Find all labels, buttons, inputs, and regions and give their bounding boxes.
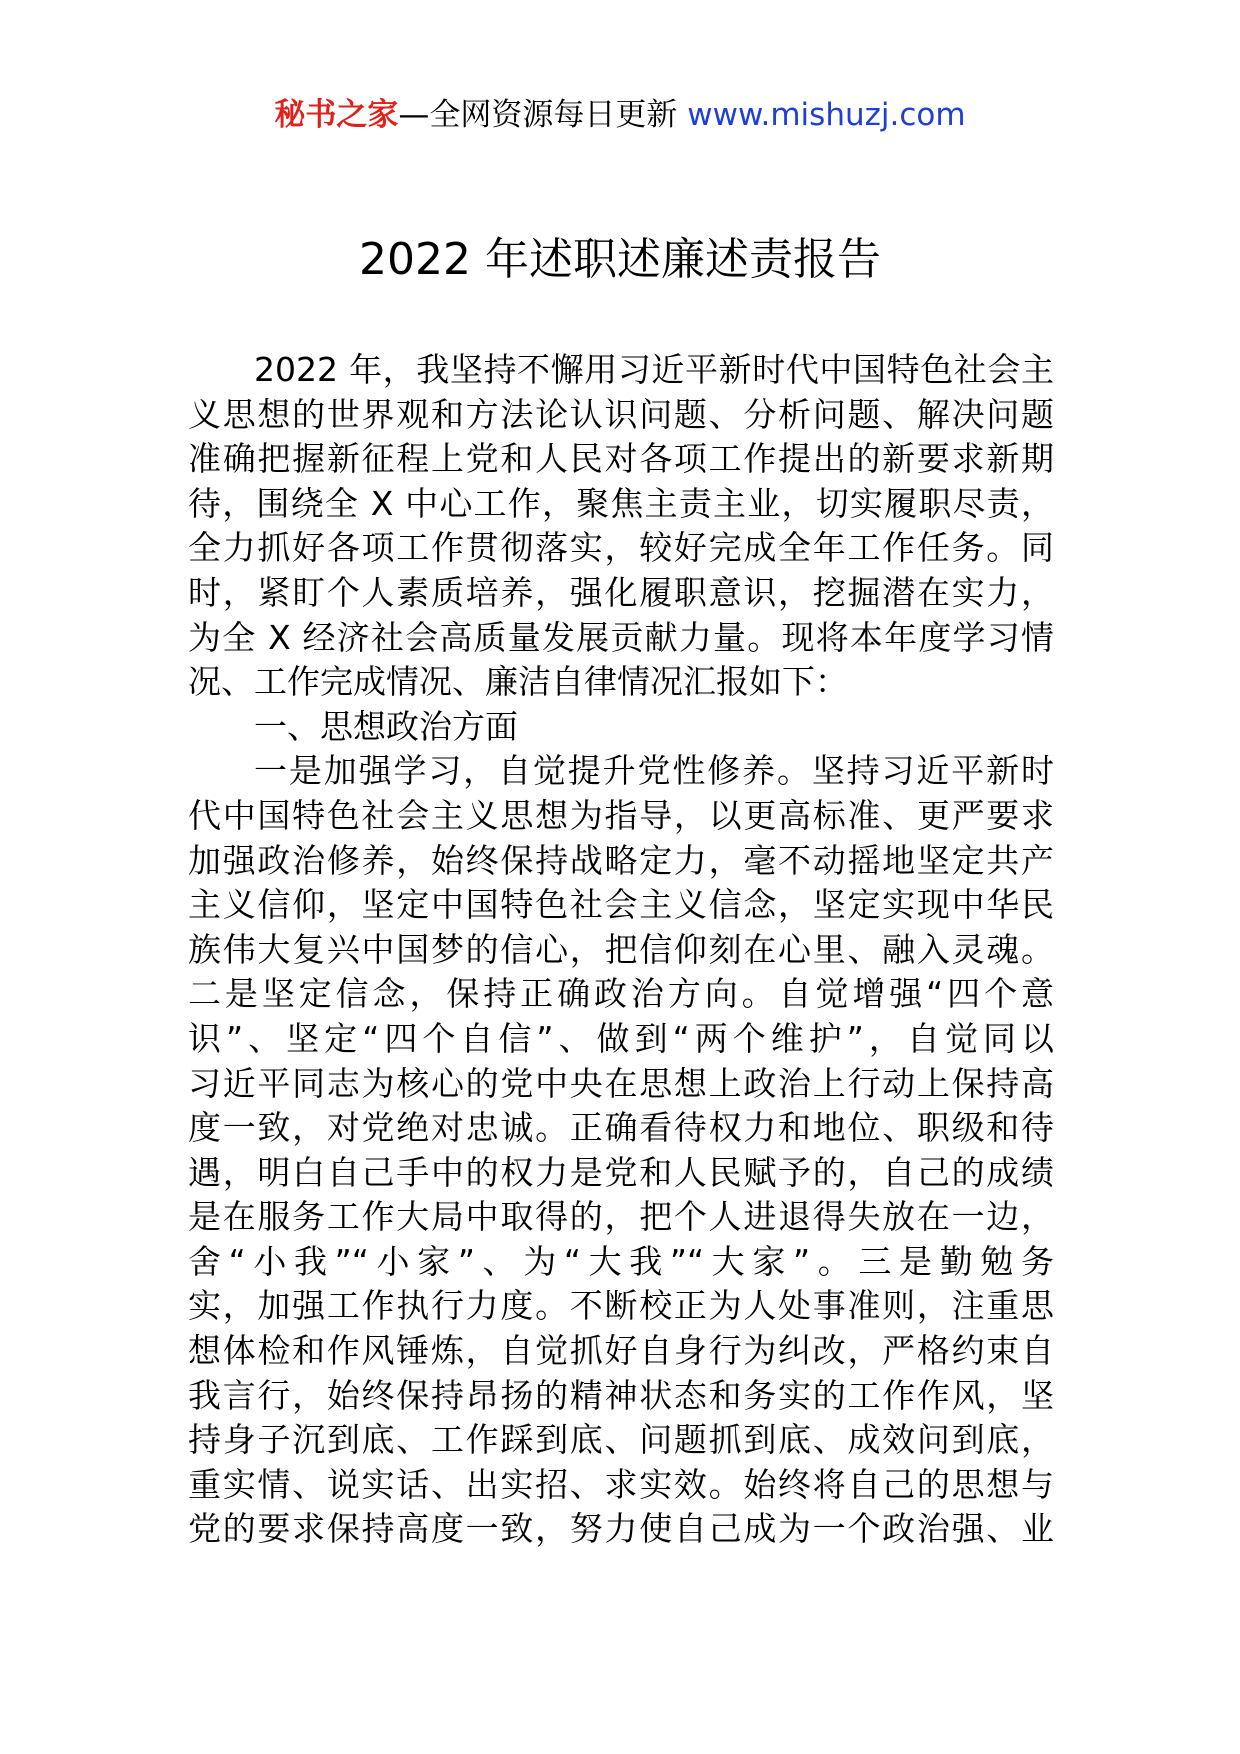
document-title: 2022 年述职述廉述责报告 bbox=[359, 234, 881, 285]
body-line: 族伟大复兴中国梦的信心，把信仰刻在心里、融入灵魂。 bbox=[188, 929, 1054, 969]
site-slogan: —全网资源每日更新 bbox=[398, 97, 678, 133]
body-line: 识”、坚定“四个自信”、做到“两个维护”，自觉同以 bbox=[188, 1018, 1054, 1058]
body-line: 是在服务工作大局中取得的，把个人进退得失放在一边， bbox=[188, 1197, 1054, 1237]
site-brand-name: 秘书之家 bbox=[274, 97, 399, 133]
body-line: 重实情、说实话、出实招、求实效。始终将自己的思想与 bbox=[188, 1464, 1054, 1504]
body-line: 持身子沉到底、工作踩到底、问题抓到底、成效问到底， bbox=[188, 1420, 1054, 1460]
body-line: 加强政治修养，始终保持战略定力，毫不动摇地坚定共产 bbox=[188, 840, 1054, 880]
body-line: 我言行，始终保持昂扬的精神状态和务实的工作作风，坚 bbox=[188, 1375, 1054, 1415]
body-line: 舍“小我”“小家”、为“大我”“大家”。三是勤勉务 bbox=[188, 1241, 1054, 1281]
body-line: 代中国特色社会主义思想为指导，以更高标准、更严要求 bbox=[188, 795, 1054, 835]
body-line: 主义信仰，坚定中国特色社会主义信念，坚定实现中华民 bbox=[188, 885, 1054, 925]
body-line: 全力抓好各项工作贯彻落实，较好完成全年工作任务。同 bbox=[188, 528, 1054, 568]
body-line: 党的要求保持高度一致，努力使自己成为一个政治强、业 bbox=[188, 1509, 1054, 1549]
body-line: 想体检和作风锤炼，自觉抓好自身行为纠改，严格约束自 bbox=[188, 1331, 1054, 1371]
body-line: 2022 年，我坚持不懈用习近平新时代中国特色社会主 bbox=[254, 350, 1054, 389]
site-header-banner bbox=[0, 95, 1240, 135]
body-line: 准确把握新征程上党和人民对各项工作提出的新要求新期 bbox=[188, 439, 1054, 479]
body-line: 遇，明白自己手中的权力是党和人民赋予的，自己的成绩 bbox=[188, 1152, 1054, 1192]
body-line: 度一致，对党绝对忠诚。正确看待权力和地位、职级和待 bbox=[188, 1108, 1054, 1148]
body-line: 待，围绕全 X 中心工作，聚焦主责主业，切实履职尽责， bbox=[188, 483, 1054, 523]
site-url-link[interactable]: www.mishuzj.com bbox=[687, 97, 966, 133]
body-line: 义思想的世界观和方法论认识问题、分析问题、解决问题 bbox=[188, 394, 1054, 434]
body-line: 二是坚定信念，保持正确政治方向。自觉增强“四个意 bbox=[188, 974, 1054, 1014]
body-line: 况、工作完成情况、廉洁自律情况汇报如下： bbox=[188, 662, 848, 702]
body-line: 习近平同志为核心的党中央在思想上政治上行动上保持高 bbox=[188, 1063, 1054, 1103]
document-body bbox=[188, 348, 1054, 1552]
body-line: 为全 X 经济社会高质量发展贡献力量。现将本年度学习情 bbox=[188, 617, 1054, 657]
section-heading: 一、思想政治方面 bbox=[254, 706, 518, 746]
body-line: 一是加强学习，自觉提升党性修养。坚持习近平新时 bbox=[254, 751, 1054, 791]
body-line: 时，紧盯个人素质培养，强化履职意识，挖掘潜在实力， bbox=[188, 572, 1054, 612]
body-line: 实，加强工作执行力度。不断校正为人处事准则，注重思 bbox=[188, 1286, 1054, 1326]
